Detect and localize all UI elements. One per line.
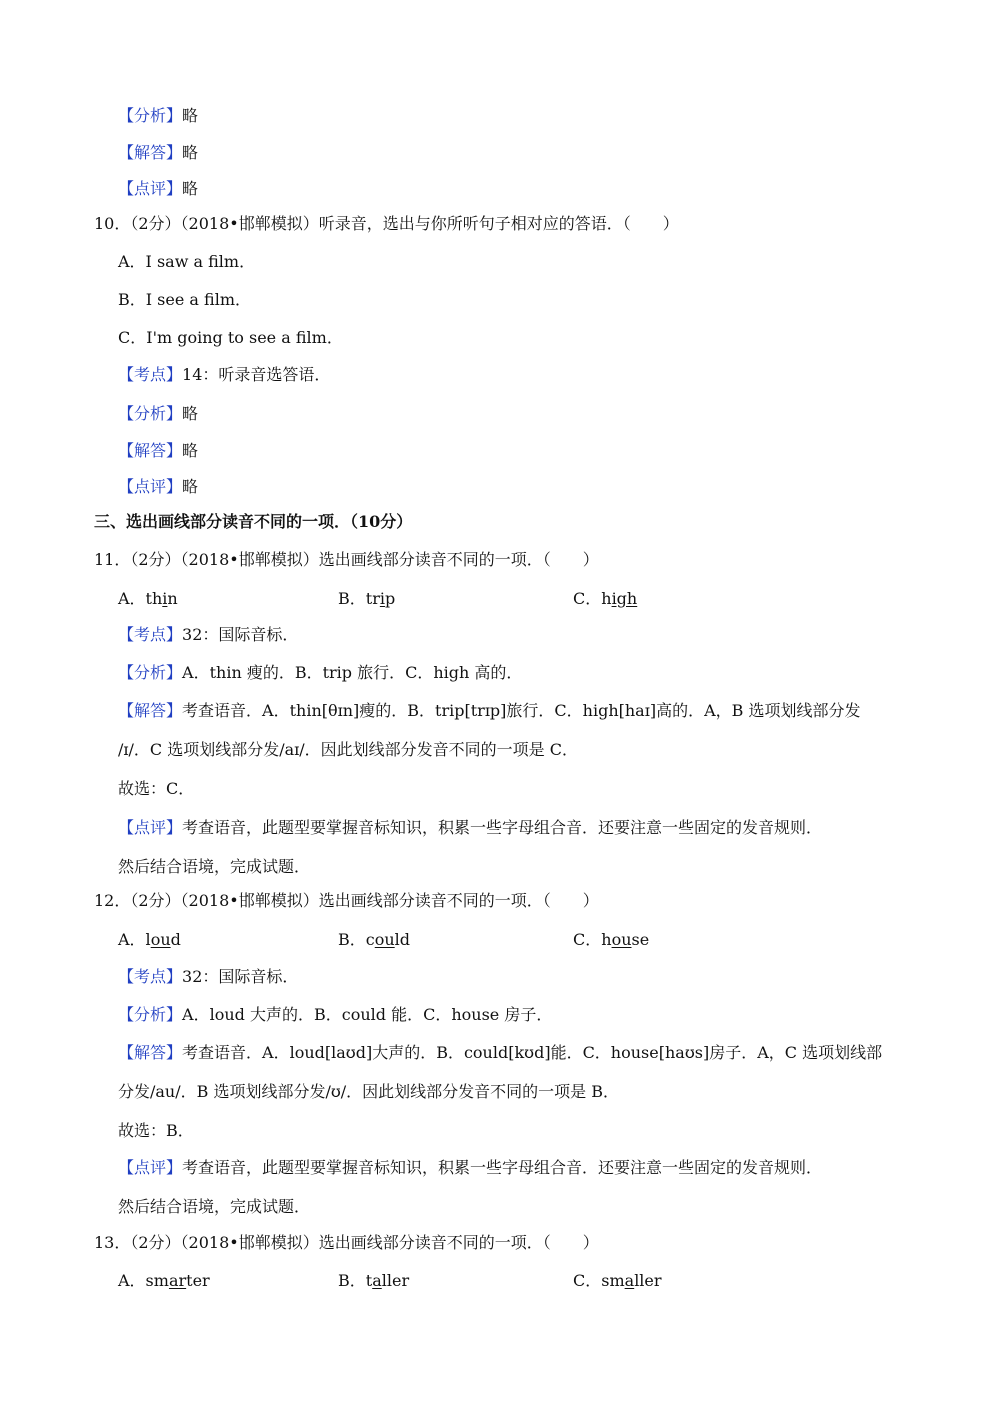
q13-options	[118, 1270, 718, 1292]
answer-tag: 【解答】	[118, 1043, 183, 1062]
q12-option-c: C．house	[573, 930, 650, 949]
q11-stem: 11．（2分）（2018•邯郸模拟）选出画线部分读音不同的一项．（ ）	[94, 550, 599, 569]
q11-comment-cont: 然后结合语境，完成试题．	[118, 857, 311, 876]
q11-conclusion: 故选：C．	[118, 779, 195, 798]
keypoint-text: 32：国际音标．	[182, 967, 299, 986]
q10-comment	[118, 476, 198, 498]
q12-option-a: A．loud	[118, 930, 181, 949]
q10-answer	[118, 440, 198, 462]
q13-option-a: A．smarter	[118, 1271, 210, 1290]
q13-stem: 13．（2分）（2018•邯郸模拟）选出画线部分读音不同的一项．（ ）	[94, 1233, 599, 1252]
top-comment-line	[118, 178, 198, 200]
analysis-tag: 【分析】	[118, 663, 183, 682]
q12-comment	[118, 1157, 822, 1179]
comment-text: 考查语音，此题型要掌握音标知识，积累一些字母组合音．还要注意一些固定的发音规则．	[182, 1158, 823, 1177]
comment-tag: 【点评】	[118, 477, 183, 496]
q11-option-b: B．trip	[338, 589, 396, 608]
comment-text: 考查语音，此题型要掌握音标知识，积累一些字母组合音．还要注意一些固定的发音规则．	[182, 818, 823, 837]
answer-tag: 【解答】	[118, 701, 183, 720]
comment-tag: 【点评】	[118, 179, 183, 198]
top-answer-line	[118, 142, 198, 164]
q11-keypoint	[118, 624, 298, 646]
answer-text: 考查语音．A．thin[θɪn]瘦的．B．trip[trɪp]旅行．C．high[haɪ]高的．A，B 选项划线部分发	[182, 701, 861, 720]
answer-text: 略	[182, 441, 199, 460]
analysis-tag: 【分析】	[118, 1005, 183, 1024]
q10-analysis	[118, 403, 198, 425]
q12-answer	[118, 1042, 882, 1064]
q12-analysis	[118, 1004, 552, 1026]
q13-option-b: B．taller	[338, 1271, 410, 1290]
answer-text: 略	[182, 143, 199, 162]
q11-answer	[118, 700, 860, 722]
q11-analysis	[118, 662, 522, 684]
section-title: 三、选出画线部分读音不同的一项．（10分）	[94, 512, 413, 531]
comment-text: 略	[182, 179, 199, 198]
comment-text: 略	[182, 477, 199, 496]
comment-tag: 【点评】	[118, 818, 183, 837]
analysis-tag: 【分析】	[118, 404, 183, 423]
q12-stem: 12．（2分）（2018•邯郸模拟）选出画线部分读音不同的一项．（ ）	[94, 891, 599, 910]
keypoint-tag: 【考点】	[118, 967, 183, 986]
q10-stem: 10．（2分）（2018•邯郸模拟）听录音，选出与你所听句子相对应的答语．（ ）	[94, 214, 679, 233]
q11-comment	[118, 817, 822, 839]
answer-text: 考查语音．A．loud[laʊd]大声的．B．could[kʊd]能．C．house[haʊs]房子．A，C 选项划线部	[182, 1043, 883, 1062]
q12-options	[118, 929, 718, 951]
keypoint-tag: 【考点】	[118, 365, 183, 384]
keypoint-tag: 【考点】	[118, 625, 183, 644]
answer-tag: 【解答】	[118, 143, 183, 162]
keypoint-text: 14：听录音选答语．	[182, 365, 331, 384]
q10-option-c: C．I'm going to see a film．	[118, 328, 343, 347]
q12-conclusion: 故选：B．	[118, 1121, 194, 1140]
q12-comment-cont: 然后结合语境，完成试题．	[118, 1197, 311, 1216]
analysis-text: 略	[182, 404, 199, 423]
answer-tag: 【解答】	[118, 441, 183, 460]
q10-option-a: A．I saw a film．	[118, 252, 256, 271]
analysis-text: 略	[182, 106, 199, 125]
q11-answer-cont: /ɪ/．C 选项划线部分发/aɪ/．因此划线部分发音不同的一项是 C．	[118, 740, 578, 759]
q10-keypoint	[118, 364, 330, 386]
q13-option-c: C．smaller	[573, 1271, 662, 1290]
analysis-tag: 【分析】	[118, 106, 183, 125]
q12-keypoint	[118, 966, 298, 988]
q11-options	[118, 588, 718, 610]
q12-answer-cont: 分发/au/．B 选项划线部分发/ʊ/．因此划线部分发音不同的一项是 B．	[118, 1082, 620, 1101]
q10-option-b: B．I see a film．	[118, 290, 251, 309]
analysis-text: A．thin 瘦的．B．trip 旅行．C．high 高的．	[182, 663, 523, 682]
q11-option-a: A．thin	[118, 589, 178, 608]
comment-tag: 【点评】	[118, 1158, 183, 1177]
top-analysis-line	[118, 105, 198, 127]
q12-option-b: B．could	[338, 930, 411, 949]
analysis-text: A．loud 大声的．B．could 能．C．house 房子．	[182, 1005, 553, 1024]
q11-option-c: C．high	[573, 589, 638, 608]
keypoint-text: 32：国际音标．	[182, 625, 299, 644]
